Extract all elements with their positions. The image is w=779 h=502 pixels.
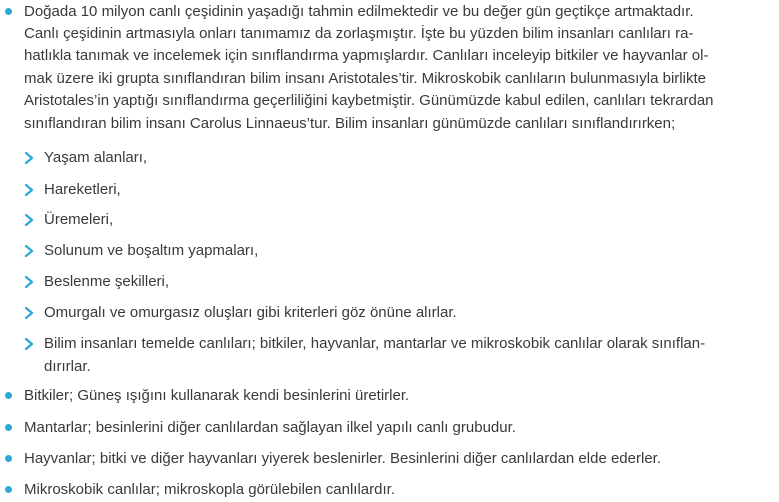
criteria-item-label-cont: dırırlar.	[44, 358, 91, 375]
bullet-icon	[5, 486, 12, 493]
group-item-label: Mikroskobik canlılar; mikroskopla görülebilen canlılardır.	[24, 481, 395, 498]
intro-line: sınıflandıran bilim insanı Carolus Linnaeus’tur. Bilim insanları günümüzde canlıları sınıflandırırken;	[24, 115, 676, 132]
chevron-right-icon	[24, 307, 34, 319]
intro-line: hatlıkla tanımak ve incelemek için sınıflandırma yapmışlardır. Canlıları inceleyip bitkiler ve hayvanlar ol-	[24, 47, 709, 64]
intro-line: Doğada 10 milyon canlı çeşidinin yaşadığı tahmin edilmektedir ve bu değer gün geçtikçe artmaktadır.	[24, 3, 694, 20]
chevron-right-icon	[24, 276, 34, 288]
intro-line: mak üzere iki grupta sınıflandıran bilim insanı Aristotales’tir. Mikroskobik canlıların bulunmasıyla birlikte	[24, 70, 706, 87]
bullet-icon	[5, 392, 12, 399]
group-item-label: Bitkiler; Güneş ışığını kullanarak kendi besinlerini üretirler.	[24, 387, 410, 404]
chevron-right-icon	[24, 152, 34, 164]
intro-bullet-icon	[5, 8, 12, 15]
criteria-item-label: Solunum ve boşaltım yapmaları,	[44, 242, 259, 259]
chevron-right-icon	[24, 184, 34, 196]
criteria-item-label: Hareketleri,	[44, 181, 121, 198]
criteria-item-label: Omurgalı ve omurgasız oluşları gibi kriterleri göz önüne alırlar.	[44, 304, 457, 321]
intro-line: Aristotales’in yaptığı sınıflandırma geçerliliğini kaybetmiştir. Günümüzde kabul edilen, canlıları tekrardan	[24, 92, 714, 109]
bullet-icon	[5, 455, 12, 462]
group-item-label: Mantarlar; besinlerini diğer canlılardan sağlayan ilkel yapılı canlı grubudur.	[24, 419, 516, 436]
intro-line: Canlı çeşidinin artmasıyla onları tanımamız da zorlaşmıştır. İşte bu yüzden bilim insanları canlıları ra-	[24, 25, 694, 42]
criteria-item-label: Üremeleri,	[44, 211, 114, 228]
group-item-label: Hayvanlar; bitki ve diğer hayvanları yiyerek beslenirler. Besinlerini diğer canlılardan elde ederler.	[24, 450, 661, 467]
criteria-item-label: Yaşam alanları,	[44, 149, 148, 166]
chevron-right-icon	[24, 245, 34, 257]
chevron-right-icon	[24, 338, 34, 350]
criteria-item-label: Beslenme şekilleri,	[44, 273, 170, 290]
bullet-icon	[5, 424, 12, 431]
chevron-right-icon	[24, 214, 34, 226]
criteria-item-label: Bilim insanları temelde canlıları; bitkiler, hayvanlar, mantarlar ve mikroskobik canlılar olarak sınıflan-	[44, 335, 706, 352]
